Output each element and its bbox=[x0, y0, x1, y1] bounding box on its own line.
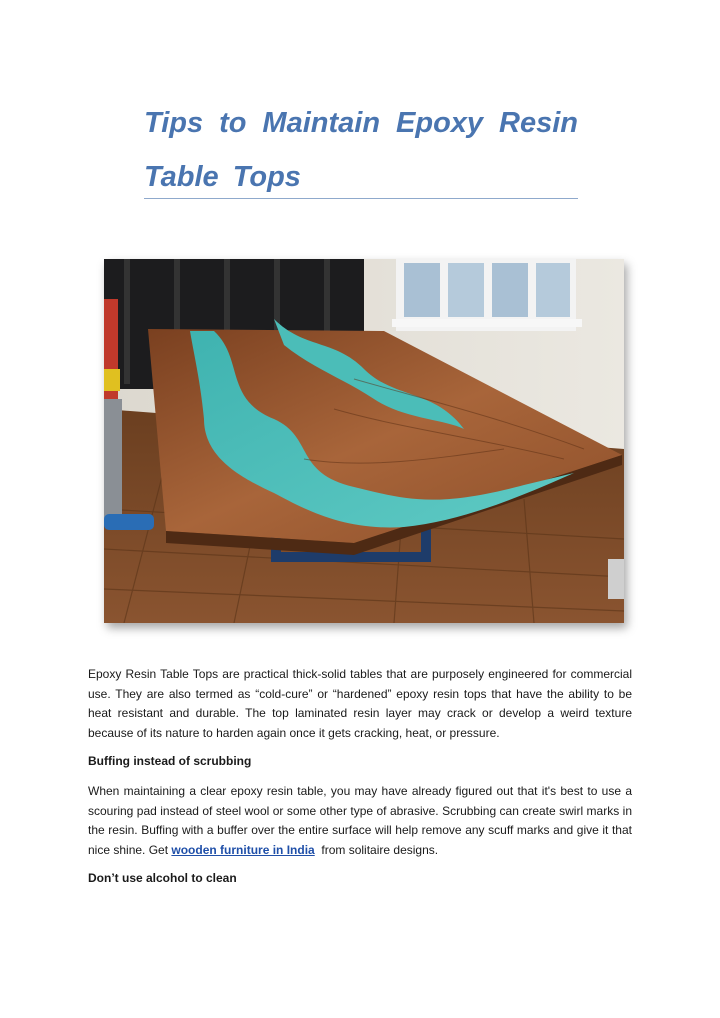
buffing-paragraph bbox=[88, 782, 632, 860]
intro-paragraph-wrapper bbox=[88, 665, 632, 743]
section-buffing-body bbox=[88, 782, 632, 860]
epoxy-resin-river-table-photo bbox=[104, 259, 624, 623]
table-photo-illustration bbox=[104, 259, 624, 623]
buffing-text-end: from solitaire designs. bbox=[314, 842, 439, 857]
section-heading-buffing: Buffing instead of scrubbing bbox=[88, 754, 252, 768]
section-alcohol bbox=[88, 869, 632, 889]
section-buffing bbox=[88, 752, 632, 772]
intro-paragraph: Epoxy Resin Table Tops are practical thick-solid tables that are purposely engineered for commercial use. They are also termed as “cold-cure” or “hardened” epoxy resin tops that have the ability to be heat resistant and durable. The top laminated resin layer may crack or develop a weird texture because of its nature to harden again once it gets cracking, heat, or pressure. bbox=[88, 667, 632, 740]
page-title: Tips to Maintain Epoxy Resin Table Tops bbox=[144, 107, 578, 193]
title-divider bbox=[144, 198, 578, 199]
section-heading-alcohol: Don’t use alcohol to clean bbox=[88, 871, 237, 885]
wooden-furniture-link[interactable]: wooden furniture in India bbox=[171, 842, 315, 857]
buffing-text: When maintaining a clear epoxy resin table, you may have already figured out that it's best to use a scouring pad instead of steel wool or some other type of abrasive. Scrubbing can create swirl marks in the resin. Buffing with a buffer over the entire surface will help remove any scuff marks and give it that nice shine. Get bbox=[88, 784, 632, 857]
